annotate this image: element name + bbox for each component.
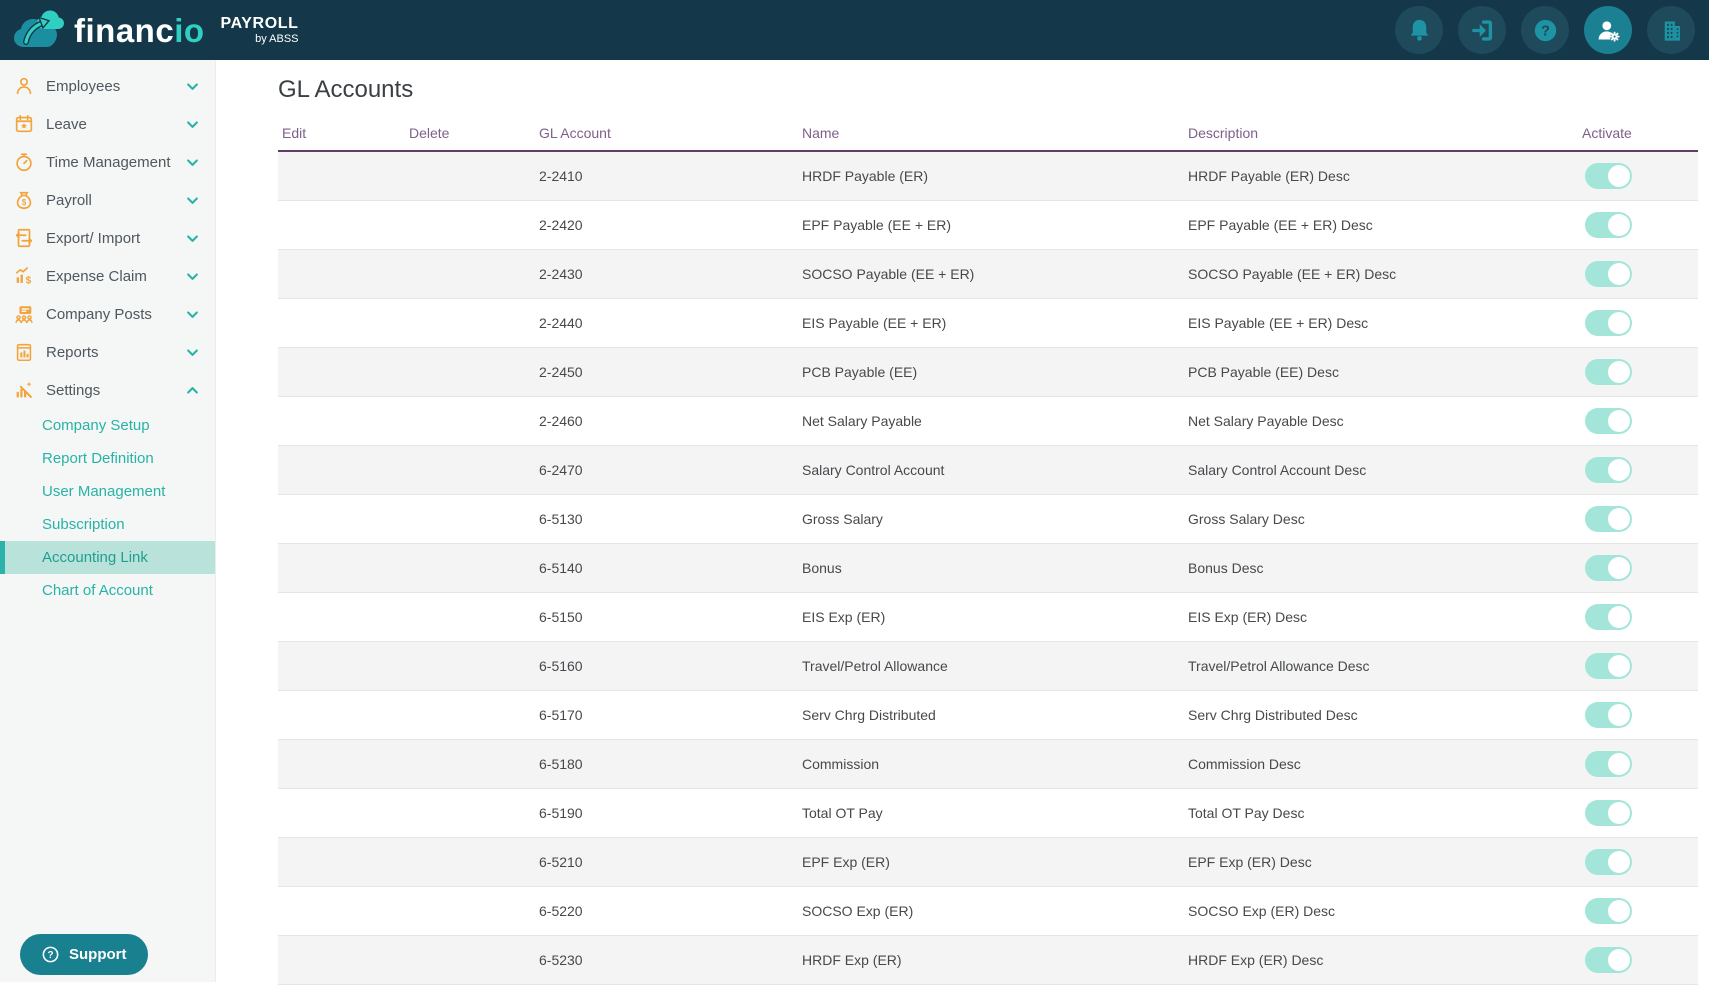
sidebar-item-label: Time Management <box>46 153 171 171</box>
chevron-down-icon[interactable] <box>183 305 202 324</box>
toggle-knob <box>1608 900 1630 922</box>
gl-account-cell: 6-5160 <box>539 658 583 674</box>
name-cell: Salary Control Account <box>802 462 945 478</box>
help-button[interactable] <box>1521 6 1569 54</box>
building-icon <box>1658 17 1685 44</box>
gl-account-cell: 2-2460 <box>539 413 583 429</box>
activate-cell <box>1582 653 1698 679</box>
activate-cell <box>1582 555 1698 581</box>
sign-in-icon <box>1469 17 1496 44</box>
help-circle-icon <box>41 945 60 964</box>
toggle-knob <box>1608 802 1630 824</box>
toggle-knob <box>1608 312 1630 334</box>
column-header-edit: Edit <box>282 125 307 141</box>
activate-toggle[interactable] <box>1585 800 1632 826</box>
reports-icon <box>13 341 35 363</box>
activate-cell <box>1582 310 1698 336</box>
main-content <box>216 60 1709 982</box>
toggle-knob <box>1608 606 1630 628</box>
company-posts-icon <box>13 303 35 325</box>
table-row <box>278 887 1698 936</box>
toggle-knob <box>1608 949 1630 971</box>
activate-toggle[interactable] <box>1585 359 1632 385</box>
activate-cell <box>1582 261 1698 287</box>
toggle-knob <box>1608 410 1630 432</box>
chevron-down-icon[interactable] <box>183 343 202 362</box>
table-row <box>278 348 1698 397</box>
gl-account-cell: 6-5150 <box>539 609 583 625</box>
top-bar <box>0 0 1709 60</box>
activate-cell <box>1582 751 1698 777</box>
sidebar-item-label: Company Posts <box>46 305 152 323</box>
gl-account-cell: 6-5130 <box>539 511 583 527</box>
gl-account-cell: 6-2470 <box>539 462 583 478</box>
table-row <box>278 642 1698 691</box>
description-cell: SOCSO Payable (EE + ER) Desc <box>1188 266 1397 282</box>
column-header-description: Description <box>1188 125 1259 141</box>
header-buttons <box>1395 6 1695 54</box>
sidebar-item-label: Settings <box>46 381 101 399</box>
table-row <box>278 593 1698 642</box>
activate-toggle[interactable] <box>1585 163 1632 189</box>
table-header-row <box>278 113 1698 152</box>
description-cell: EIS Payable (EE + ER) Desc <box>1188 315 1369 331</box>
sidebar-item-expense-claim[interactable] <box>0 257 215 295</box>
sidebar-item-leave[interactable] <box>0 105 215 143</box>
table-row <box>278 250 1698 299</box>
activate-cell <box>1582 800 1698 826</box>
sidebar-item-chart-of-account[interactable]: Chart of Account <box>42 582 153 599</box>
bell-icon <box>1406 17 1433 44</box>
activate-toggle[interactable] <box>1585 457 1632 483</box>
activate-cell <box>1582 702 1698 728</box>
name-cell: Serv Chrg Distributed <box>802 707 936 723</box>
page-title: GL Accounts <box>278 76 414 103</box>
toggle-knob <box>1608 263 1630 285</box>
sidebar-item-label: Reports <box>46 343 99 361</box>
description-cell: Commission Desc <box>1188 756 1301 772</box>
product-byline: by ABSS <box>255 32 299 45</box>
description-cell: EIS Exp (ER) Desc <box>1188 609 1308 625</box>
activate-cell <box>1582 604 1698 630</box>
sidebar-item-report-definition[interactable]: Report Definition <box>42 450 154 467</box>
name-cell: Total OT Pay <box>802 805 883 821</box>
gl-account-cell: 2-2410 <box>539 168 583 184</box>
toggle-knob <box>1608 361 1630 383</box>
activate-cell <box>1582 898 1698 924</box>
column-header-gl-account: GL Account <box>539 125 611 141</box>
sidebar-item-label: Employees <box>46 77 121 95</box>
sidebar-item-employees[interactable] <box>0 67 215 105</box>
toggle-knob <box>1608 655 1630 677</box>
activate-toggle[interactable] <box>1585 849 1632 875</box>
description-cell: Total OT Pay Desc <box>1188 805 1305 821</box>
sidebar-item-label: Export/ Import <box>46 229 141 247</box>
gl-account-cell: 2-2440 <box>539 315 583 331</box>
chevron-down-icon[interactable] <box>183 115 202 134</box>
name-cell: HRDF Payable (ER) <box>802 168 929 184</box>
financio-logo <box>10 7 299 53</box>
sidebar-item-label: Expense Claim <box>46 267 147 285</box>
gl-account-cell: 6-5180 <box>539 756 583 772</box>
toggle-knob <box>1608 753 1630 775</box>
activate-toggle[interactable] <box>1585 261 1632 287</box>
table-row <box>278 397 1698 446</box>
name-cell: EIS Exp (ER) <box>802 609 886 625</box>
sidebar-item-payroll[interactable] <box>0 181 215 219</box>
financio-cloud-icon <box>10 7 72 53</box>
table-row <box>278 838 1698 887</box>
sidebar-nav <box>0 60 215 607</box>
settings-icon <box>13 379 35 401</box>
leave-icon <box>13 113 35 135</box>
table-row <box>278 936 1698 985</box>
activate-cell <box>1582 359 1698 385</box>
table-row <box>278 152 1698 201</box>
sidebar-item-company-posts[interactable] <box>0 295 215 333</box>
table-row <box>278 544 1698 593</box>
activate-toggle[interactable] <box>1585 947 1632 973</box>
help-icon <box>1532 17 1559 44</box>
svg-text:?: ? <box>1540 22 1550 39</box>
activate-cell <box>1582 212 1698 238</box>
svg-text:$: $ <box>21 198 27 208</box>
user-gear-icon <box>1595 17 1622 44</box>
svg-text:?: ? <box>47 950 54 962</box>
toggle-knob <box>1608 165 1630 187</box>
sidebar-item-settings[interactable] <box>0 371 215 409</box>
toggle-knob <box>1608 704 1630 726</box>
table-row <box>278 495 1698 544</box>
activate-cell <box>1582 408 1698 434</box>
export-import-icon <box>13 227 35 249</box>
sidebar-item-company-setup[interactable]: Company Setup <box>42 417 150 434</box>
sign-in-button[interactable] <box>1458 6 1506 54</box>
table-body <box>278 152 1698 985</box>
name-cell: HRDF Exp (ER) <box>802 952 902 968</box>
name-cell: Bonus <box>802 560 842 576</box>
table-row <box>278 740 1698 789</box>
gl-account-cell: 2-2420 <box>539 217 583 233</box>
sidebar-item-user-management[interactable]: User Management <box>42 483 166 500</box>
expense-claim-icon <box>13 265 35 287</box>
name-cell: EIS Payable (EE + ER) <box>802 315 947 331</box>
gl-account-cell: 6-5140 <box>539 560 583 576</box>
name-cell: Net Salary Payable <box>802 413 922 429</box>
brand-text: financio <box>74 11 205 49</box>
activate-toggle[interactable] <box>1585 310 1632 336</box>
chevron-down-icon[interactable] <box>183 229 202 248</box>
description-cell: HRDF Payable (ER) Desc <box>1188 168 1350 184</box>
name-cell: EPF Payable (EE + ER) <box>802 217 952 233</box>
sidebar-item-label: Leave <box>46 115 87 133</box>
description-cell: Travel/Petrol Allowance Desc <box>1188 658 1370 674</box>
name-cell: SOCSO Exp (ER) <box>802 903 914 919</box>
sidebar-item-accounting-link[interactable]: Accounting Link <box>0 541 215 574</box>
description-cell: Salary Control Account Desc <box>1188 462 1367 478</box>
name-cell: Gross Salary <box>802 511 883 527</box>
activate-cell <box>1582 849 1698 875</box>
chevron-up-icon[interactable] <box>183 381 202 400</box>
toggle-knob <box>1608 214 1630 236</box>
table-row <box>278 201 1698 250</box>
product-name: PAYROLL <box>220 15 299 33</box>
table-row <box>278 691 1698 740</box>
description-cell: Net Salary Payable Desc <box>1188 413 1344 429</box>
product-text <box>221 15 299 45</box>
sidebar-item-reports[interactable] <box>0 333 215 371</box>
gl-account-cell: 6-5210 <box>539 854 583 870</box>
activate-toggle[interactable] <box>1585 653 1632 679</box>
toggle-knob <box>1608 459 1630 481</box>
payroll-icon <box>13 189 35 211</box>
activate-cell <box>1582 163 1698 189</box>
notifications-button[interactable] <box>1395 6 1443 54</box>
column-header-delete: Delete <box>409 125 450 141</box>
table-row <box>278 789 1698 838</box>
employees-icon <box>13 75 35 97</box>
description-cell: EPF Payable (EE + ER) Desc <box>1188 217 1373 233</box>
activate-toggle[interactable] <box>1585 408 1632 434</box>
description-cell: PCB Payable (EE) Desc <box>1188 364 1339 380</box>
name-cell: EPF Exp (ER) <box>802 854 890 870</box>
gl-account-cell: 6-5170 <box>539 707 583 723</box>
activate-toggle[interactable] <box>1585 702 1632 728</box>
sidebar-item-subscription[interactable]: Subscription <box>42 516 125 533</box>
gl-account-cell: 2-2450 <box>539 364 583 380</box>
gl-account-cell: 6-5220 <box>539 903 583 919</box>
description-cell: Bonus Desc <box>1188 560 1264 576</box>
name-cell: Travel/Petrol Allowance <box>802 658 948 674</box>
column-header-activate: Activate <box>1582 125 1632 141</box>
activate-toggle[interactable] <box>1585 604 1632 630</box>
description-cell: SOCSO Exp (ER) Desc <box>1188 903 1336 919</box>
user-settings-button[interactable] <box>1584 6 1632 54</box>
time-management-icon <box>13 151 35 173</box>
gl-account-cell: 2-2430 <box>539 266 583 282</box>
name-cell: Commission <box>802 756 880 772</box>
description-cell: HRDF Exp (ER) Desc <box>1188 952 1324 968</box>
support-button[interactable] <box>20 934 148 975</box>
chevron-down-icon[interactable] <box>183 77 202 96</box>
svg-text:$: $ <box>25 275 32 287</box>
sidebar <box>0 60 216 982</box>
column-header-name: Name <box>802 125 840 141</box>
support-label: Support <box>69 946 127 963</box>
activate-toggle[interactable] <box>1585 212 1632 238</box>
gl-account-cell: 6-5190 <box>539 805 583 821</box>
description-cell: Serv Chrg Distributed Desc <box>1188 707 1358 723</box>
chevron-down-icon[interactable] <box>183 153 202 172</box>
toggle-knob <box>1608 557 1630 579</box>
description-cell: EPF Exp (ER) Desc <box>1188 854 1312 870</box>
toggle-knob <box>1608 508 1630 530</box>
sidebar-item-time-management[interactable] <box>0 143 215 181</box>
toggle-knob <box>1608 851 1630 873</box>
description-cell: Gross Salary Desc <box>1188 511 1305 527</box>
name-cell: PCB Payable (EE) <box>802 364 918 380</box>
gl-accounts-table <box>278 113 1698 985</box>
chevron-down-icon[interactable] <box>183 267 202 286</box>
name-cell: SOCSO Payable (EE + ER) <box>802 266 975 282</box>
sidebar-item-label: Payroll <box>46 191 92 209</box>
activate-toggle[interactable] <box>1585 898 1632 924</box>
gl-account-cell: 6-5230 <box>539 952 583 968</box>
table-row <box>278 299 1698 348</box>
chevron-down-icon[interactable] <box>183 191 202 210</box>
activate-cell <box>1582 947 1698 973</box>
sidebar-item-export-import[interactable] <box>0 219 215 257</box>
activate-toggle[interactable] <box>1585 751 1632 777</box>
activate-cell <box>1582 457 1698 483</box>
activate-toggle[interactable] <box>1585 506 1632 532</box>
activate-cell <box>1582 506 1698 532</box>
table-row <box>278 446 1698 495</box>
activate-toggle[interactable] <box>1585 555 1632 581</box>
company-button[interactable] <box>1647 6 1695 54</box>
